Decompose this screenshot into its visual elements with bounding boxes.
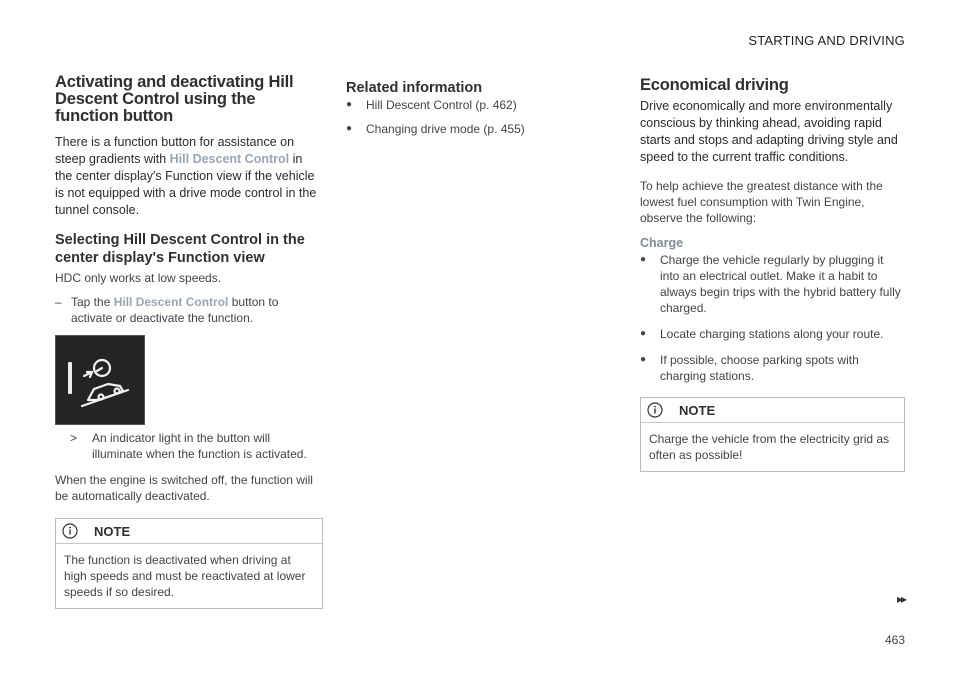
result-text: An indicator light in the button will illuminate when the function is activated. <box>92 431 307 461</box>
related-link-item[interactable] <box>346 121 596 137</box>
hill-descent-icon <box>56 336 144 424</box>
page-number: 463 <box>884 633 905 647</box>
step-text-2: button to activate or deactivate the function. <box>71 295 279 325</box>
charge-note-box <box>640 397 905 472</box>
bullet-text: Charge the vehicle regularly by plugging it into an electrical outlet. Make it a habit to always begin trips with the hybrid battery fully charged. <box>660 253 901 315</box>
note-header <box>641 398 904 423</box>
bullet-dot: ● <box>346 99 353 110</box>
step-text-1: Tap the <box>71 295 114 309</box>
step-text <box>71 294 323 326</box>
hdc-heading: Activating and deactivating Hill Descent Control using the function button <box>55 73 294 125</box>
bullet-dot: ● <box>640 328 647 339</box>
bullet-text: If possible, choose parking spots with charging stations. <box>660 353 859 383</box>
list-item <box>640 352 905 384</box>
low-speed-text: HDC only works at low speeds. <box>55 271 222 285</box>
charge-heading: Charge <box>640 236 684 250</box>
note-body: The function is deactivated when driving at high speeds and must be reactivated at lower speeds if so desired. <box>64 553 306 599</box>
continue-arrows-icon: ▸▸ <box>896 592 905 606</box>
result-mark: > <box>70 431 78 445</box>
hill-descent-button-image <box>55 335 145 425</box>
list-item <box>640 326 905 342</box>
related-link-item[interactable] <box>346 97 596 113</box>
related-column <box>346 79 596 137</box>
hdc-subheading: Selecting Hill Descent Control in the center display's Function view <box>55 232 305 266</box>
note-title: NOTE <box>679 402 716 418</box>
intro-highlight: Hill Descent Control <box>169 152 290 166</box>
bullet-dot: ● <box>640 354 647 365</box>
intro-text-1: There is a function button for assistance on steep gradients with <box>55 135 295 166</box>
bullet-text: Locate charging stations along your route. <box>660 327 884 341</box>
note-header <box>56 519 322 544</box>
info-icon <box>62 523 78 539</box>
note-title: NOTE <box>94 523 131 539</box>
list-item <box>640 252 905 316</box>
step-mark: – <box>55 295 62 309</box>
economical-heading: Economical driving <box>640 76 789 94</box>
related-link[interactable]: Changing drive mode (p. 455) <box>366 122 525 136</box>
economical-intro: Drive economically and more environmentally conscious by thinking ahead, avoiding rapid starts and stops and adapting driving style and speed to the current traffic conditions. <box>640 99 898 164</box>
step-tap <box>55 294 323 326</box>
result-line <box>55 430 323 462</box>
info-icon <box>647 402 663 418</box>
bullet-dot: ● <box>640 254 647 265</box>
bullet-dot: ● <box>346 123 353 134</box>
economical-column <box>640 77 905 472</box>
intro-text-2: in the center display's Function view if the vehicle is not equipped with a drive mode control in the tunnel console. <box>55 152 317 217</box>
related-link[interactable]: Hill Descent Control (p. 462) <box>366 98 517 112</box>
step-highlight: Hill Descent Control <box>113 295 229 309</box>
hdc-intro <box>55 134 323 219</box>
hdc-note-box <box>55 518 323 609</box>
note-body: Charge the vehicle from the electricity grid as often as possible! <box>649 432 890 462</box>
related-heading: Related information <box>346 80 483 96</box>
section-title: STARTING AND DRIVING <box>748 33 905 48</box>
twin-engine-text: To help achieve the greatest distance with the lowest fuel consumption with Twin Engine, observe the following: <box>640 179 883 225</box>
engine-off-text: When the engine is switched off, the function will be automatically deactivated. <box>55 473 313 503</box>
hdc-column <box>55 74 323 609</box>
